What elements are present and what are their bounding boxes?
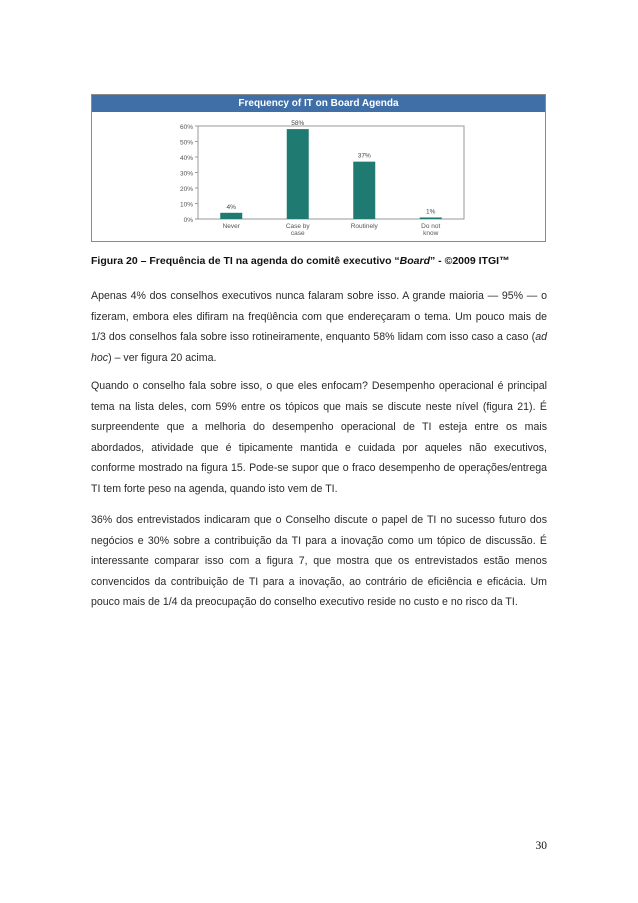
plot-frame (198, 126, 464, 219)
data-label: 58% (291, 120, 305, 128)
bar-chart (92, 112, 545, 241)
paragraph-1-text-a: Apenas 4% dos conselhos executivos nunca falaram sobre isso. A grande maioria — 95% — o fizeram, embora eles difiram na freqüência com que endereçaram o tema. Um pouco mais de 1/3 dos conselhos fala sobre isso rotineiramente, enquanto 58% lidam com isso caso a caso ( (91, 290, 547, 343)
caption-prefix: Figura 20 – Frequência de TI na agenda do comitê executivo “ (91, 255, 400, 267)
y-tick-label: 30% (179, 170, 193, 178)
x-tick-label: know (423, 230, 439, 237)
chart-title: Frequency of IT on Board Agenda (92, 95, 545, 112)
bar (220, 213, 242, 219)
figure-20 (91, 94, 546, 242)
caption-suffix: ” - ©2009 ITGI™ (430, 255, 510, 267)
y-tick-label: 20% (179, 186, 193, 193)
paragraph-1-italic: ad hoc (91, 331, 547, 364)
data-label: 37% (357, 152, 371, 160)
x-tick-label: Case by (285, 223, 310, 230)
x-tick-label: Do not (421, 223, 441, 230)
y-tick-label: 0% (183, 217, 193, 224)
bar (420, 217, 442, 219)
bar (287, 129, 309, 219)
x-tick-label: Routinely (350, 223, 378, 230)
x-tick-label: Never (222, 223, 240, 230)
paragraph-2: Quando o conselho fala sobre isso, o que eles enfocam? Desempenho operacional é principal tema na lista deles, com 59% entre os tópicos que mais se discute neste nível (figura 21). É surpreendente que a melhoria do desempenho operacional de TI esteja entre os mais abordados, atividade que é tipicamente mantida e cuidada por aqueles não executivos, conforme mostrado na figura 15. Pode-se supor que o fraco desempenho de operações/entrega TI tem forte peso na agenda, quando isto vem de TI. (91, 380, 547, 495)
y-tick-label: 60% (179, 124, 193, 131)
figure-caption (91, 255, 551, 267)
data-label: 4% (226, 203, 236, 211)
paragraph-1 (91, 286, 547, 368)
caption-italic: Board (399, 255, 431, 267)
bar (353, 162, 375, 219)
y-tick-label: 40% (179, 155, 193, 162)
paragraph-3: 36% dos entrevistados indicaram que o Conselho discute o papel de TI no sucesso futuro dos negócios e 30% sobre a contribuição da TI para a inovação como um tópico de discussão. É interessante comparar isso com a figura 7, que mostra que os entrevistados estão menos convencidos da contribuição de TI para a inovação, ao contrário de eficiência e eficácia. Um pouco mais de 1/4 da preocupação do conselho executivo reside no custo e no risco da TI. (91, 514, 547, 608)
data-label: 1% (426, 208, 436, 216)
y-tick-label: 10% (179, 201, 193, 209)
y-tick-label: 50% (179, 139, 193, 147)
page-number: 30 (535, 840, 547, 852)
paragraph-1-text-b: ) – ver figura 20 acima. (108, 351, 217, 364)
x-tick-label: case (290, 230, 305, 237)
